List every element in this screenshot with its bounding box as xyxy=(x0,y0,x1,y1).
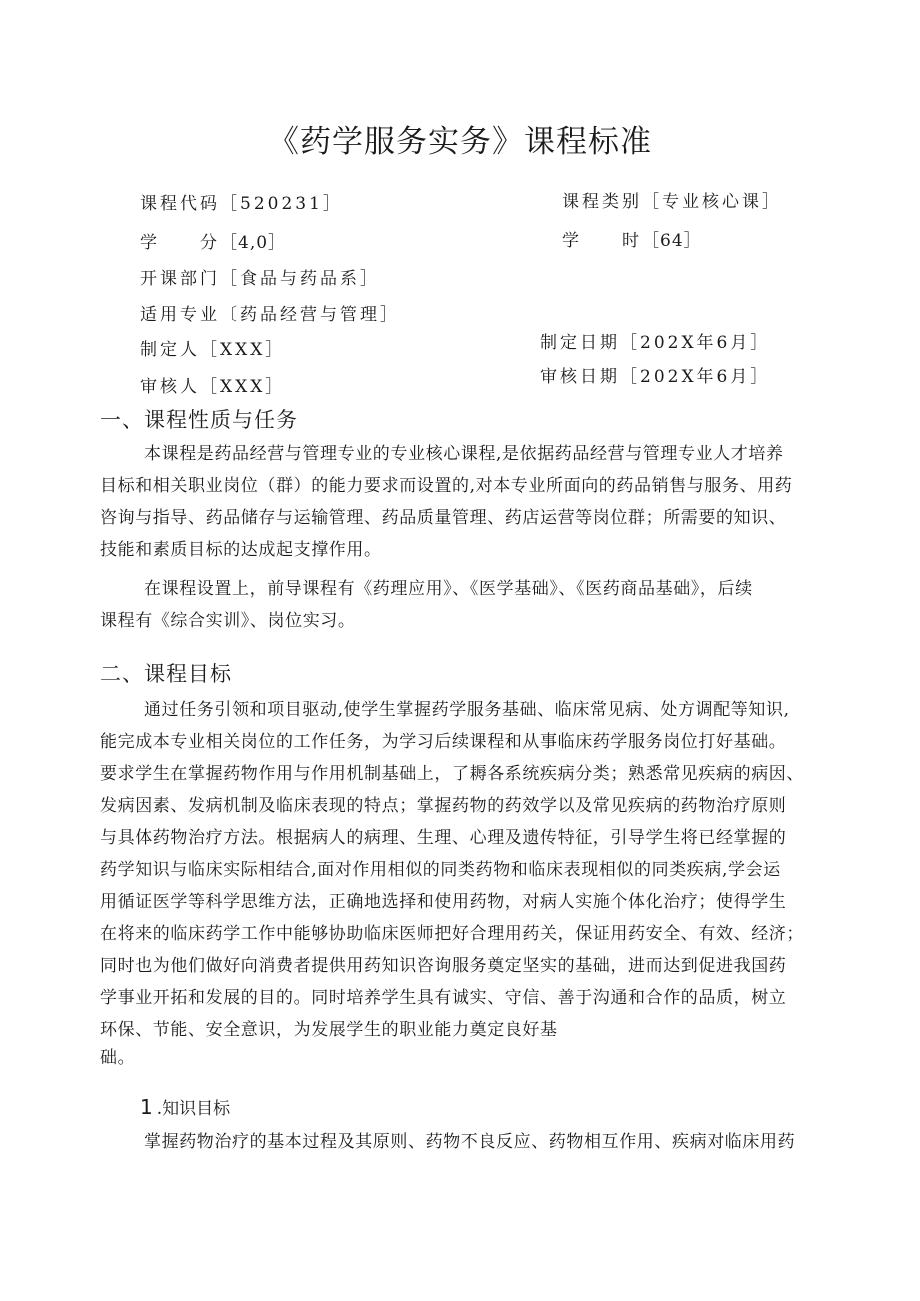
text-line: 与具体药物治疗方法。根据病人的病理、生理、心理及遗传特征，引导学生将已经掌握的 xyxy=(100,828,787,848)
subsection-knowledge-goals xyxy=(140,1094,230,1119)
section1-paragraph-2 xyxy=(100,573,820,637)
credits-label: 学 分 xyxy=(140,233,220,253)
text-line: 发病因素、发病机制及临床表现的特点；掌握药物的药效学以及常见疾病的药物治疗原则 xyxy=(100,796,787,816)
department: 开课部门［食品与药品系］ xyxy=(140,269,380,289)
text-line: 用循证医学等科学思维方法，正确地选择和使用药物，对病人实施个体化治疗；使得学生 xyxy=(100,892,787,912)
subsection-paragraph xyxy=(100,1126,820,1158)
text-line: 学事业开拓和发展的目的。同时培养学生具有诚实、守信、善于沟通和合作的品质，树立 xyxy=(100,988,787,1008)
text-line: 技能和素质目标的达成起支撑作用。 xyxy=(100,540,382,560)
text-line: 在将来的临床药学工作中能够协助临床医师把好合理用药关，保证用药安全、有效、经济； xyxy=(100,924,804,944)
section1-paragraph-1 xyxy=(100,438,820,566)
hours-label: 学 时 xyxy=(562,231,642,251)
credits-value: ［4,0］ xyxy=(220,233,287,253)
author-date: 制定日期［202X年6月］ xyxy=(540,333,771,353)
text-line: 药学知识与临床实际相结合,面对作用相似的同类药物和临床表现相似的同类疾病,学会运 xyxy=(100,860,781,880)
reviewer: 审核人［XXX］ xyxy=(140,377,286,397)
text-line: 咨询与指导、药品储存与运输管理、药品质量管理、药店运营等岗位群；所需要的知识、 xyxy=(100,508,787,528)
hours xyxy=(562,226,702,251)
text-line: 通过任务引领和项目驱动,使学生掌握药学服务基础、临床常见病、处方调配等知识, xyxy=(144,700,790,720)
subsection-number: 1 xyxy=(140,1095,153,1119)
text-line: 本课程是药品经营与管理专业的专业核心课程,是依据药品经营与管理专业人才培养 xyxy=(144,444,784,464)
text-line: 目标和相关职业岗位（群）的能力要求而设置的,对本专业所面向的药品销售与服务、用药 xyxy=(100,476,793,496)
review-date: 审核日期［202X年6月］ xyxy=(540,367,771,387)
applicable-major: 适用专业〔药品经营与管理］ xyxy=(140,305,400,325)
credits xyxy=(140,228,286,253)
page-title: 《药学服务实务》课程标准 xyxy=(268,124,652,160)
text-line: 环保、节能、安全意识，为发展学生的职业能力奠定良好基 xyxy=(100,1020,558,1040)
course-type: 课程类别［专业核心课］ xyxy=(562,192,782,212)
text-line: 在课程设置上，前导课程有《药理应用》、《医学基础》、《医药商品基础》，后续 xyxy=(144,579,753,599)
section-heading-2: 二、课程目标 xyxy=(100,662,232,686)
author: 制定人［XXX］ xyxy=(140,340,286,360)
text-line: 能完成本专业相关岗位的工作任务，为学习后续课程和从事临床药学服务岗位打好基础。 xyxy=(100,732,787,752)
text-line: 础。 xyxy=(100,1048,136,1068)
text-line: 同时也为他们做好向消费者提供用药知识咨询服务奠定坚实的基础，进而达到促进我国药 xyxy=(100,956,787,976)
text-line: 课程有《综合实训》、岗位实习。 xyxy=(100,611,356,631)
text-line: 要求学生在掌握药物作用与作用机制基础上，了耨各系统疾病分类；熟悉常见疾病的病因、 xyxy=(100,764,804,784)
section-heading-1: 一、课程性质与任务 xyxy=(100,408,298,432)
hours-value: ［64］ xyxy=(642,231,702,251)
subsection-label: .知识目标 xyxy=(156,1099,231,1119)
section2-paragraph xyxy=(100,694,820,1070)
course-code: 课程代码［520231］ xyxy=(140,194,343,214)
text-line: 掌握药物治疗的基本过程及其原则、药物不良反应、药物相互作用、疾病对临床用药 xyxy=(144,1132,796,1152)
